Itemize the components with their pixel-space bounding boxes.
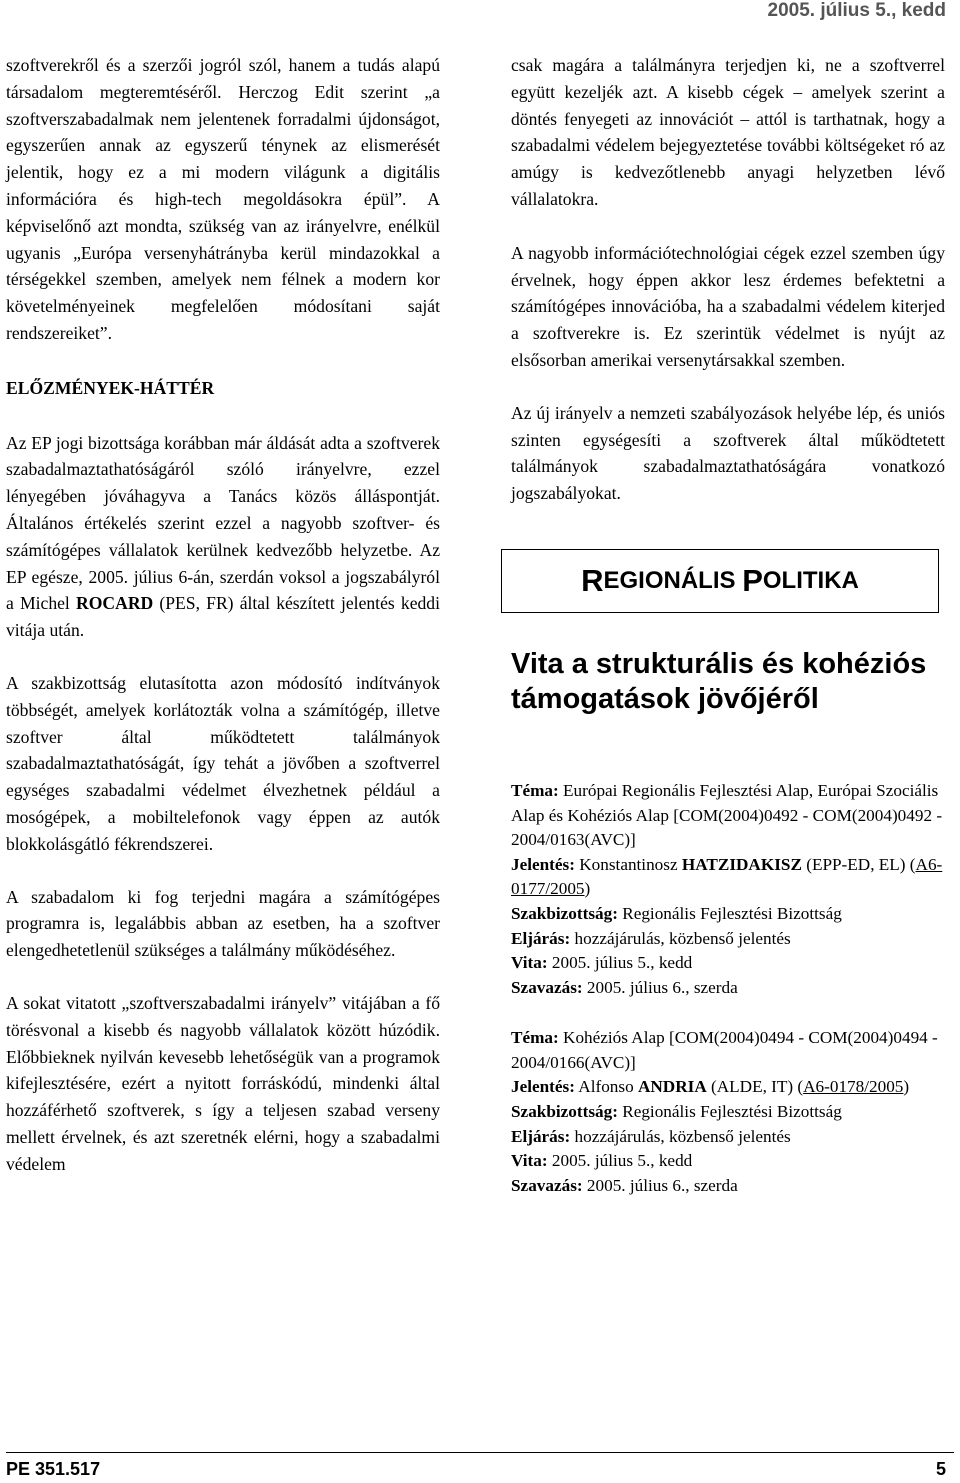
jelentes-post: (EPP-ED, EL) (	[801, 854, 916, 874]
report-link[interactable]: A6-0177/2005	[511, 854, 943, 899]
tema-label: Téma:	[511, 780, 559, 800]
jelentes-label: Jelentés:	[511, 854, 575, 874]
eljaras-value: hozzájárulás, közbenső jelentés	[570, 928, 791, 948]
jelentes-post: (ALDE, IT) (	[706, 1077, 804, 1097]
szavazas-label: Szavazás:	[511, 977, 583, 997]
left-paragraph-1: szoftverekről és a szerzői jogról szól, hanem a tudás alapú társadalom megteremtéséről. Herczog Edit szerint „a szoftverszabadalmak nem jelentenek forradalmi újdonságot, egyszerűen annak az egyszerű ténynek az elismerését jelentik, hogy ez a mi modern világunk a digitális információra és high-tech megoldásokra épül”. A képviselőnő azt mondta, szükség van az irányelvre, enélkül ugyanis „Európa versenyhátrányba kerül mindazokkal a térségekkel szemben, amelyek nem félnek a modern kor követelményeinek megfelelően módosítani saját rendszereiket”.	[6, 55, 440, 343]
jelentes-label: Jelentés:	[511, 1077, 575, 1097]
vita-value: 2005. július 5., kedd	[547, 953, 693, 973]
eljaras-value: hozzájárulás, közbenső jelentés	[570, 1126, 791, 1146]
vita-value: 2005. július 5., kedd	[547, 1151, 693, 1171]
jelentes-name: ANDRIA	[637, 1077, 707, 1097]
szavazas-value: 2005. július 6., szerda	[582, 977, 738, 997]
jelentes-name: HATZIDAKISZ	[681, 854, 802, 874]
szavazas-value: 2005. július 6., szerda	[582, 1175, 738, 1195]
jelentes-pre: Alfonso	[574, 1077, 638, 1097]
vita-label: Vita:	[511, 953, 548, 973]
right-paragraph-1: csak magára a találmányra terjedjen ki, ne a szoftverrel együtt kezeljék azt. A kisebb cégek – amelyek szerint a döntés fenyegeti az innovációt – attól is tarthatnak, hogy a szabadalmi védelem bejegyeztetése további költségeket ró az amúgy is kedvezőtlenebb anyagi helyzetben lévő vállalatokra.	[511, 55, 945, 209]
tema-label: Téma:	[511, 1028, 559, 1048]
jelentes-end: )	[584, 879, 591, 899]
jelentes-pre: Konstantinosz	[574, 854, 682, 874]
box-initial-1: R	[581, 562, 604, 598]
left-paragraph-2	[6, 430, 440, 644]
box-initial-2: P	[742, 562, 763, 598]
right-column	[511, 52, 945, 1198]
rapporteur-name: ROCARD	[76, 593, 154, 614]
left-paragraph-4: A szabadalom ki fog terjedni magára a számítógépes programra is, legalábbis abban az esetben, ha a szoftver elengedhetetlenül szükséges a találmány működéséhez.	[6, 886, 440, 961]
report-link[interactable]: A6-0178/2005	[803, 1077, 904, 1097]
szak-value: Regionális Fejlesztési Bizottság	[617, 1102, 842, 1122]
header-date: 2005. július 5., kedd	[767, 0, 946, 21]
info-block-1	[511, 779, 945, 1000]
section-heading: ELŐZMÉNYEK-HÁTTÉR	[6, 377, 215, 398]
footer-divider	[6, 1452, 954, 1453]
info-block-2	[511, 1026, 945, 1198]
p2-text-after: (PES, FR) által készített jelentés keddi vitája után.	[6, 593, 440, 641]
jelentes-end: )	[903, 1077, 910, 1097]
box-word-1: EGIONÁLIS	[603, 566, 743, 594]
page-number: 5	[935, 1459, 946, 1479]
eljaras-label: Eljárás:	[511, 1126, 571, 1146]
right-paragraph-2: A nagyobb információtechnológiai cégek ezzel szemben úgy érvelnek, hogy éppen akkor lesz érdemes befektetni a számítógépes innovációba, ha a szabadalmi védelem kiterjed a szoftverekre is. Ez szerintük védelmet is nyújt az elsősorban amerikai versenytársakkal szemben.	[511, 242, 945, 370]
document-id: PE 351.517	[6, 1459, 101, 1479]
article-title: Vita a strukturális és kohéziós támogatások jövőjéről	[511, 647, 927, 715]
szak-label: Szakbizottság:	[511, 1102, 618, 1122]
left-column	[6, 52, 440, 1177]
left-paragraph-5: A sokat vitatott „szoftverszabadalmi irányelv” vitájában a fő törésvonal a kisebb és nagyobb vállalatok között húzódik. Előbbieknek nyilván kevesebb lehetőségük van a programok kifejlesztésére, ezért a nyitott forráskódú, mindenki által hozzáférhető szoftverek, s így a teljesen szabad verseny mellett érvelnek, és azt szeretnék elérni, hogy a szabadalmi védelem	[6, 992, 440, 1174]
eljaras-label: Eljárás:	[511, 928, 571, 948]
p2-text-before: Az EP jogi bizottsága korábban már áldását adta a szoftverek szabadalmaztathatóságáról szóló irányelvre, ezzel lényegében jóváhagyva a Tanács közös álláspontját. Általános értékelés szerint ezzel a nagyobb szoftver- és számítógépes vállalatok kerülnek kedvezőbb helyzetbe. Az EP egésze, 2005. július 6-án, szerdán voksol a jogszabályról a Michel	[6, 432, 440, 614]
vita-label: Vita:	[511, 1151, 548, 1171]
tema-value: Kohéziós Alap [COM(2004)0494 - COM(2004)0494 - 2004/0166(AVC)]	[511, 1028, 938, 1072]
box-word-2: OLITIKA	[762, 566, 859, 594]
section-title-box	[501, 549, 939, 613]
szak-value: Regionális Fejlesztési Bizottság	[617, 903, 842, 923]
tema-value: Európai Regionális Fejlesztési Alap, Európai Szociális Alap és Kohéziós Alap [COM(2004)0492 - COM(2004)0492 - 2004/0163(AVC)]	[511, 780, 943, 850]
szak-label: Szakbizottság:	[511, 903, 618, 923]
szavazas-label: Szavazás:	[511, 1175, 583, 1195]
left-paragraph-3: A szakbizottság elutasította azon módosító indítványok többségét, amelyek korlátozták volna a számítógép, illetve szoftver által működtetett találmányok szabadalmaztathatóságát, így tehát a jövőben a szoftverrel egységes szabadalmi védelmet élvezhetnek például a mosógépek, a mobiltelefonok vagy éppen az autók blokkolásgátló fékrendszerei.	[6, 672, 440, 854]
right-paragraph-3: Az új irányelv a nemzeti szabályozások helyébe lép, és uniós szinten egységesíti a szoftverek által működtetett találmányok szabadalmaztathatóságára vonatkozó jogszabályokat.	[511, 402, 945, 504]
